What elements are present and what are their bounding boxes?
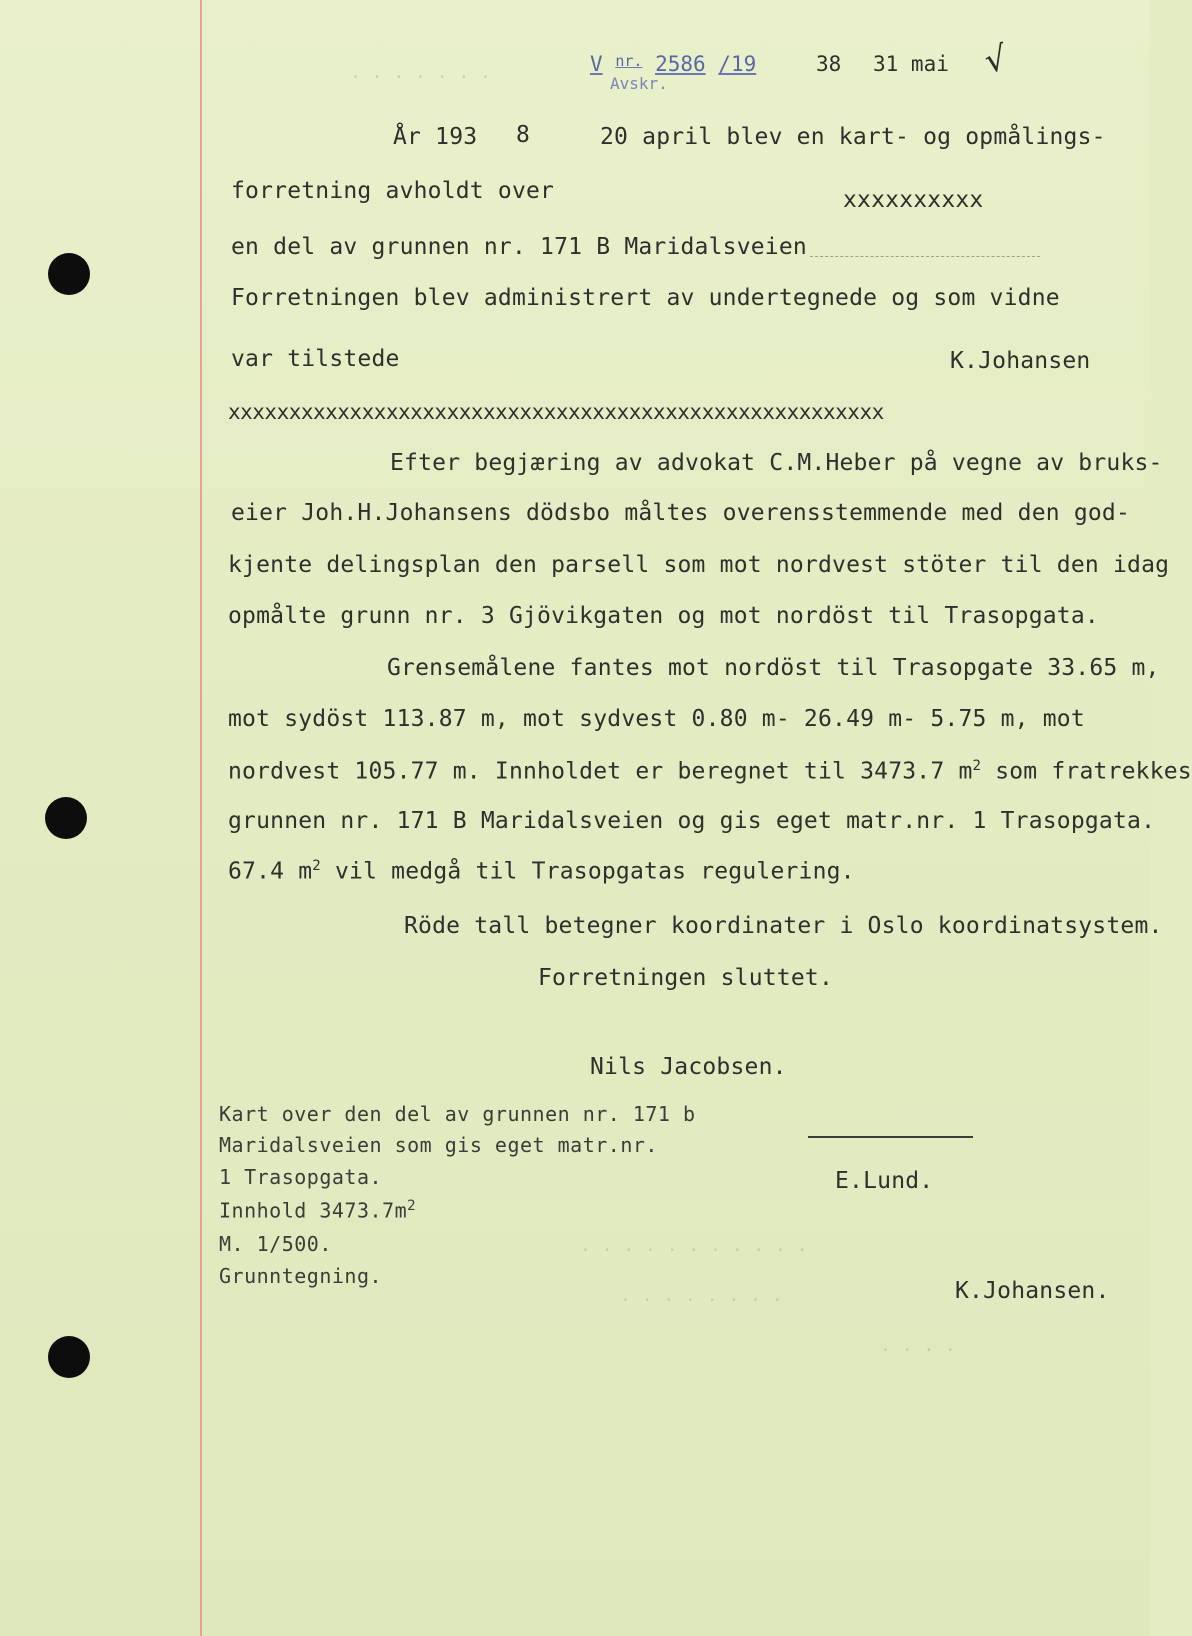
administration-line: Forretningen blev administrert av undertegnede og som vidne — [231, 285, 1060, 311]
crossed-out-row: xxxxxxxxxxxxxxxxxxxxxxxxxxxxxxxxxxxxxxxxxxxxxxxxxxxxxx — [228, 400, 884, 424]
stamp-nr: nr. — [615, 52, 643, 70]
map-note-line-2: Maridalsveien som gis eget matr.nr. — [219, 1133, 658, 1157]
margin-rule — [200, 0, 202, 1636]
map-note-line-3: 1 Trasopgata. — [219, 1165, 383, 1189]
opening-line-date: 20 april blev en kart- og opmålings- — [600, 124, 1106, 150]
opening-line-2: forretning avholdt over — [231, 178, 555, 204]
year-prefix: År 193 — [393, 124, 478, 150]
paragraph-2-line-2: mot sydöst 113.87 m, mot sydvest 0.80 m- 26.49 m- 5.75 m, mot — [228, 706, 1085, 732]
punch-hole-bottom — [48, 1336, 90, 1378]
stamp-prefix: V — [590, 52, 603, 76]
paragraph-2-line-5-end: vil medgå til Trasopgatas regulering. — [320, 858, 855, 885]
map-note-scale: M. 1/500. — [219, 1232, 332, 1256]
bleed-through-mark: . . . . — [880, 1335, 956, 1356]
bleed-through-mark: . . . . . . . . . . . — [580, 1235, 808, 1256]
paragraph-1-line-2: eier Joh.H.Johansens dödsbo måltes overensstemmende med den god- — [231, 500, 1131, 526]
paragraph-2-line-3 — [228, 758, 1192, 785]
paragraph-1-line-3: kjente delingsplan den parsell som mot nordvest stöter til den idag — [228, 552, 1170, 578]
map-note-line-1: Kart over den del av grunnen nr. 171 b — [219, 1102, 696, 1126]
signature-e-lund: E.Lund. — [835, 1168, 934, 1194]
paragraph-2-line-3-end: som fratrekkes — [981, 758, 1192, 785]
bleed-through-mark: . . . . . . . . — [620, 1285, 783, 1306]
punch-hole-middle — [45, 797, 87, 839]
registration-stamp — [590, 52, 757, 93]
witness-name: K.Johansen — [950, 348, 1091, 374]
crossed-out-filler: xxxxxxxxxx — [843, 187, 984, 213]
year-digit: 8 — [516, 122, 531, 148]
paragraph-1-line-4: opmålte grunn nr. 3 Gjövikgaten og mot nordöst til Trasopgata. — [228, 603, 1099, 629]
square-superscript: 2 — [972, 758, 982, 774]
paragraph-2-line-3-text: nordvest 105.77 m. Innholdet er beregnet til 3473.7 m — [228, 758, 973, 785]
punch-hole-top — [48, 253, 90, 295]
map-note-area: Innhold 3473.7m — [219, 1198, 408, 1223]
coordinates-note: Röde tall betegner koordinater i Oslo koordinatsystem. — [404, 913, 1163, 939]
stamp-number: 2586 — [655, 52, 706, 76]
square-superscript: 2 — [407, 1198, 417, 1214]
blank-dash-line — [810, 256, 1040, 258]
property-line: en del av grunnen nr. 171 B Maridalsveien — [231, 234, 807, 260]
square-superscript: 2 — [312, 858, 321, 874]
check-mark: √ — [981, 38, 1011, 82]
stamp-suffix: /19 — [718, 52, 757, 76]
witness-line: var tilstede — [231, 346, 400, 372]
stamp-label: Avskr. — [610, 74, 668, 93]
signature-k-johansen: K.Johansen. — [955, 1278, 1110, 1304]
paragraph-1-line-1: Efter begjæring av advokat C.M.Heber på vegne av bruks- — [390, 450, 1163, 476]
paragraph-2-line-5 — [228, 858, 855, 885]
map-note-line-4 — [219, 1198, 416, 1223]
closing-line: Forretningen sluttet. — [538, 965, 833, 991]
map-note-type: Grunntegning. — [219, 1264, 383, 1288]
paragraph-2-line-4: grunnen nr. 171 B Maridalsveien og gis eget matr.nr. 1 Trasopgata. — [228, 808, 1156, 834]
stamp-year: 38 — [816, 52, 842, 76]
bleed-through-mark: . . . . . . . — [350, 62, 491, 83]
paragraph-2-line-1: Grensemålene fantes mot nordöst til Trasopgate 33.65 m, — [387, 655, 1160, 681]
paragraph-2-line-5-text: 67.4 m — [228, 858, 313, 885]
signature-rule — [808, 1136, 973, 1138]
stamp-date: 31 mai — [873, 52, 949, 76]
signature-nils-jacobsen: Nils Jacobsen. — [590, 1054, 787, 1080]
